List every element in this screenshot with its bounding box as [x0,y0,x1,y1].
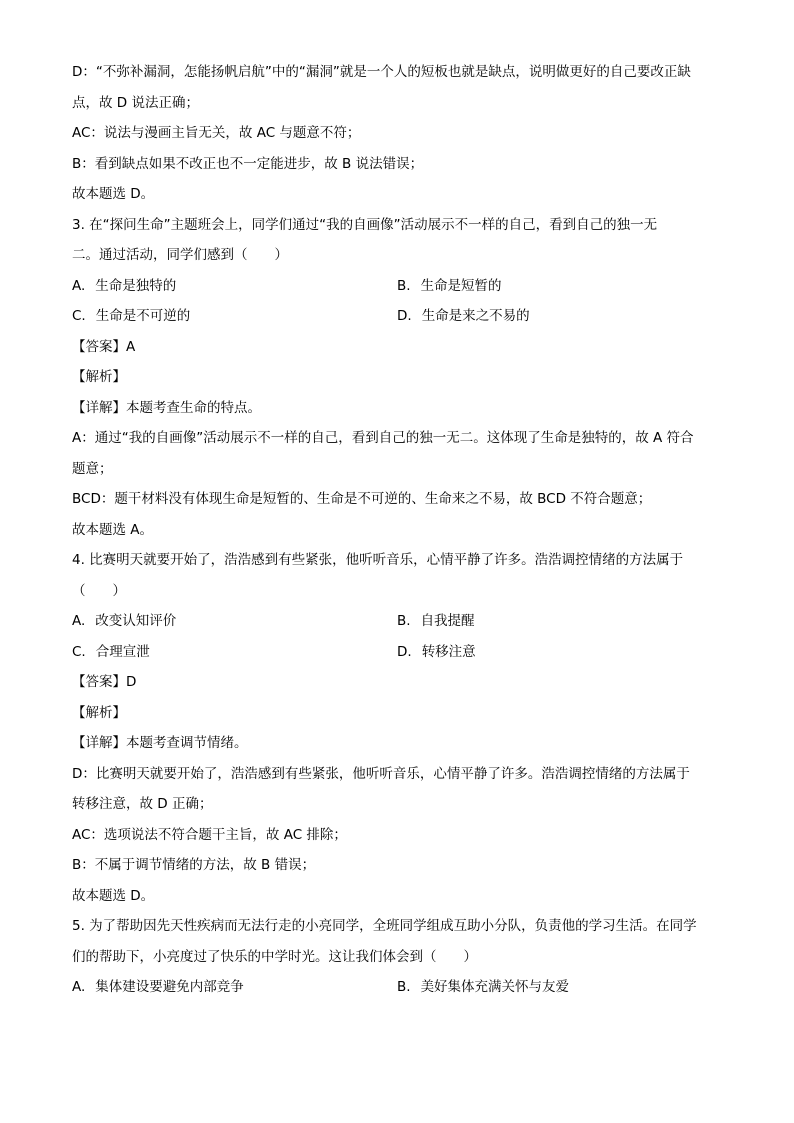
text-line: D：“不弥补漏洞，怎能扬帆启航”中的“漏洞”就是一个人的短板也就是缺点，说明做更好的自己要改正缺 [72,64,691,80]
option-letter: A. [72,613,86,629]
question-4-option-a [72,611,397,631]
option-text: 生命是独特的 [95,277,177,294]
question-3-conclusion: 故本题选 A。 [72,521,154,538]
prev-conclusion: 故本题选 D。 [72,186,155,202]
text-line: （ ） [72,582,126,599]
question-3-option-bcd-analysis: BCD：题干材料没有体现生命是短暂的、生命是不可逆的、生命来之不易，故 BCD 不符合题意； [72,491,652,507]
prev-option-ac-analysis: AC：说法与漫画主旨无关，故 AC 与题意不符； [72,125,361,141]
question-4-conclusion: 故本题选 D。 [72,887,155,904]
question-4-options [72,611,722,662]
text-line: 转移注意，故 D 正确； [72,796,213,812]
document-page [72,62,722,1008]
option-letter: D. [397,308,412,324]
question-3-answer: 【答案】A [72,338,136,355]
option-text: 改变认知评价 [95,613,177,629]
option-letter: A. [72,979,86,995]
question-4-stem [72,550,722,601]
option-letter: A. [72,277,86,294]
option-text: 集体建设要避免内部竞争 [95,979,244,995]
option-letter: D. [397,643,412,660]
option-text: 生命是不可逆的 [95,308,191,324]
question-5-stem [72,916,722,967]
question-4-option-ac-analysis: AC：选项说法不符合题干主旨，故 AC 排除； [72,826,347,843]
text-line: A：通过“我的自画像”活动展示不一样的自己，看到自己的独一无二。这体现了生命是独特的，故 A 符合 [72,430,694,446]
question-4-option-b-analysis: B：不属于调节情绪的方法，故 B 错误； [72,857,316,873]
question-3-stem [72,215,722,266]
text-line: 们的帮助下，小亮度过了快乐的中学时光。这让我们体会到（ ） [72,948,477,965]
option-text: 自我提醒 [420,613,475,629]
option-text: 美好集体充满关怀与友爱 [420,979,570,995]
question-3-option-a-analysis [72,428,722,479]
option-letter: C. [72,308,86,324]
option-text: 合理宣泄 [95,643,150,660]
question-3-option-d [397,306,722,326]
option-text: 生命是短暂的 [420,277,502,294]
question-4-detail: 【详解】本题考查调节情绪。 [72,735,248,751]
text-line: 点，故 D 说法正确； [72,94,199,111]
option-letter: B. [397,613,411,629]
option-letter: B. [397,979,411,995]
option-letter: B. [397,277,411,294]
text-line: 题意； [72,460,113,477]
text-line: 二。通过活动，同学们感到（ ） [72,247,288,263]
question-4-option-c [72,642,397,662]
text-line: 3. 在“探问生命”主题班会上，同学们通过“我的自画像”活动展示不一样的自己，看到自己的独一无 [72,216,658,233]
question-4-option-d [397,642,722,662]
option-text: 生命是来之不易的 [421,308,530,324]
option-letter: C. [72,643,86,660]
question-3-option-c [72,306,397,326]
text-line: D：比赛明天就要开始了，浩浩感到有些紧张，他听听音乐，心情平静了许多。浩浩调控情绪的方法属于 [72,765,690,782]
question-3-detail: 【详解】本题考查生命的特点。 [72,399,261,416]
question-3-option-a [72,276,397,296]
question-5-options [72,977,722,997]
text-line: 4. 比赛明天就要开始了，浩浩感到有些紧张，他听听音乐，心情平静了许多。浩浩调控情绪的方法属于 [72,552,684,568]
question-3-option-b [397,276,722,296]
prev-option-d-analysis [72,62,722,113]
question-3-analysis-heading: 【解析】 [72,369,126,385]
question-4-answer: 【答案】D [72,674,137,690]
text-line: 5. 为了帮助因先天性疾病而无法行走的小亮同学，全班同学组成互助小分队，负责他的学习生活。在同学 [72,918,697,934]
question-5-option-b [397,977,722,997]
question-4-option-b [397,611,722,631]
prev-option-b-analysis: B：看到缺点如果不改正也不一定能进步，故 B 说法错误； [72,155,424,172]
question-4-analysis-heading: 【解析】 [72,704,126,721]
option-text: 转移注意 [421,643,476,660]
question-5-option-a [72,977,397,997]
question-3-options [72,276,722,327]
question-4-option-d-analysis [72,764,722,815]
